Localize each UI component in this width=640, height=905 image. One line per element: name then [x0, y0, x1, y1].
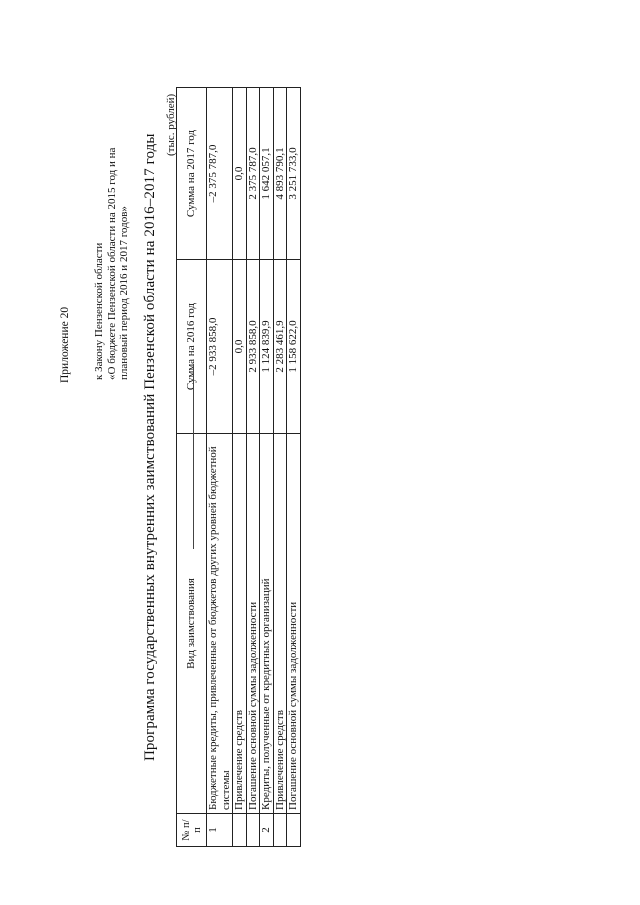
cell-sum-2016: 0,0 [233, 260, 247, 434]
header-sum-2016: Сумма на 2016 год [177, 260, 207, 434]
cell-sum-2016: 1 124 839,9 [260, 260, 274, 434]
cell-sum-2016: 1 158 622,0 [287, 260, 301, 434]
cell-sum-2017: 4 893 790,1 [273, 88, 287, 260]
borrowings-table [176, 87, 301, 847]
header-sum-2017: Сумма на 2017 год [177, 88, 207, 260]
cell-sum-2017: 0,0 [233, 88, 247, 260]
appendix-title: Приложение 20 [59, 306, 71, 383]
header-num: № п/п [177, 814, 207, 847]
cell-sum-2017: 3 251 733,0 [287, 88, 301, 260]
cell-kind: Кредиты, полученные от кредитных организаций [260, 434, 274, 814]
law-reference-line: плановый период 2016 и 2017 годов» [118, 206, 130, 380]
cell-num [273, 814, 287, 847]
table-row [273, 88, 287, 847]
rotated-page [15, 49, 315, 849]
cell-sum-2016: 2 933 858,0 [246, 260, 260, 434]
cell-num: 2 [260, 814, 274, 847]
cell-kind: Бюджетные кредиты, привлеченные от бюджетов других уровней бюджетной системы [207, 434, 233, 814]
table-row [246, 88, 260, 847]
cell-num [287, 814, 301, 847]
law-reference-line: к Закону Пензенской области [93, 242, 105, 380]
divider-line [193, 364, 194, 549]
cell-sum-2016: –2 933 858,0 [207, 260, 233, 434]
table-header-row [177, 88, 207, 847]
cell-sum-2017: 2 375 787,0 [246, 88, 260, 260]
cell-sum-2016: 2 283 461,9 [273, 260, 287, 434]
unit-note: (тыс. рублей) [165, 93, 177, 156]
cell-num: 1 [207, 814, 233, 847]
law-reference-line: «О бюджете Пензенской области на 2015 год и на [105, 147, 118, 380]
table-row [287, 88, 301, 847]
cell-kind: Погашение основной суммы задолженности [246, 434, 260, 814]
cell-kind: Привлечение средств [233, 434, 247, 814]
cell-num [233, 814, 247, 847]
law-reference [93, 148, 131, 380]
cell-kind: Погашение основной суммы задолженности [287, 434, 301, 814]
cell-kind: Привлечение средств [273, 434, 287, 814]
table-row [207, 88, 233, 847]
table-row [233, 88, 247, 847]
table-row [260, 88, 274, 847]
cell-num [246, 814, 260, 847]
cell-sum-2017: –2 375 787,0 [207, 88, 233, 260]
document-title: Программа государственных внутренних заимствований Пензенской области на 2016–2017 годы [142, 133, 158, 761]
cell-sum-2017: 1 642 057,1 [260, 88, 274, 260]
header-kind: Вид заимствования [177, 434, 207, 814]
